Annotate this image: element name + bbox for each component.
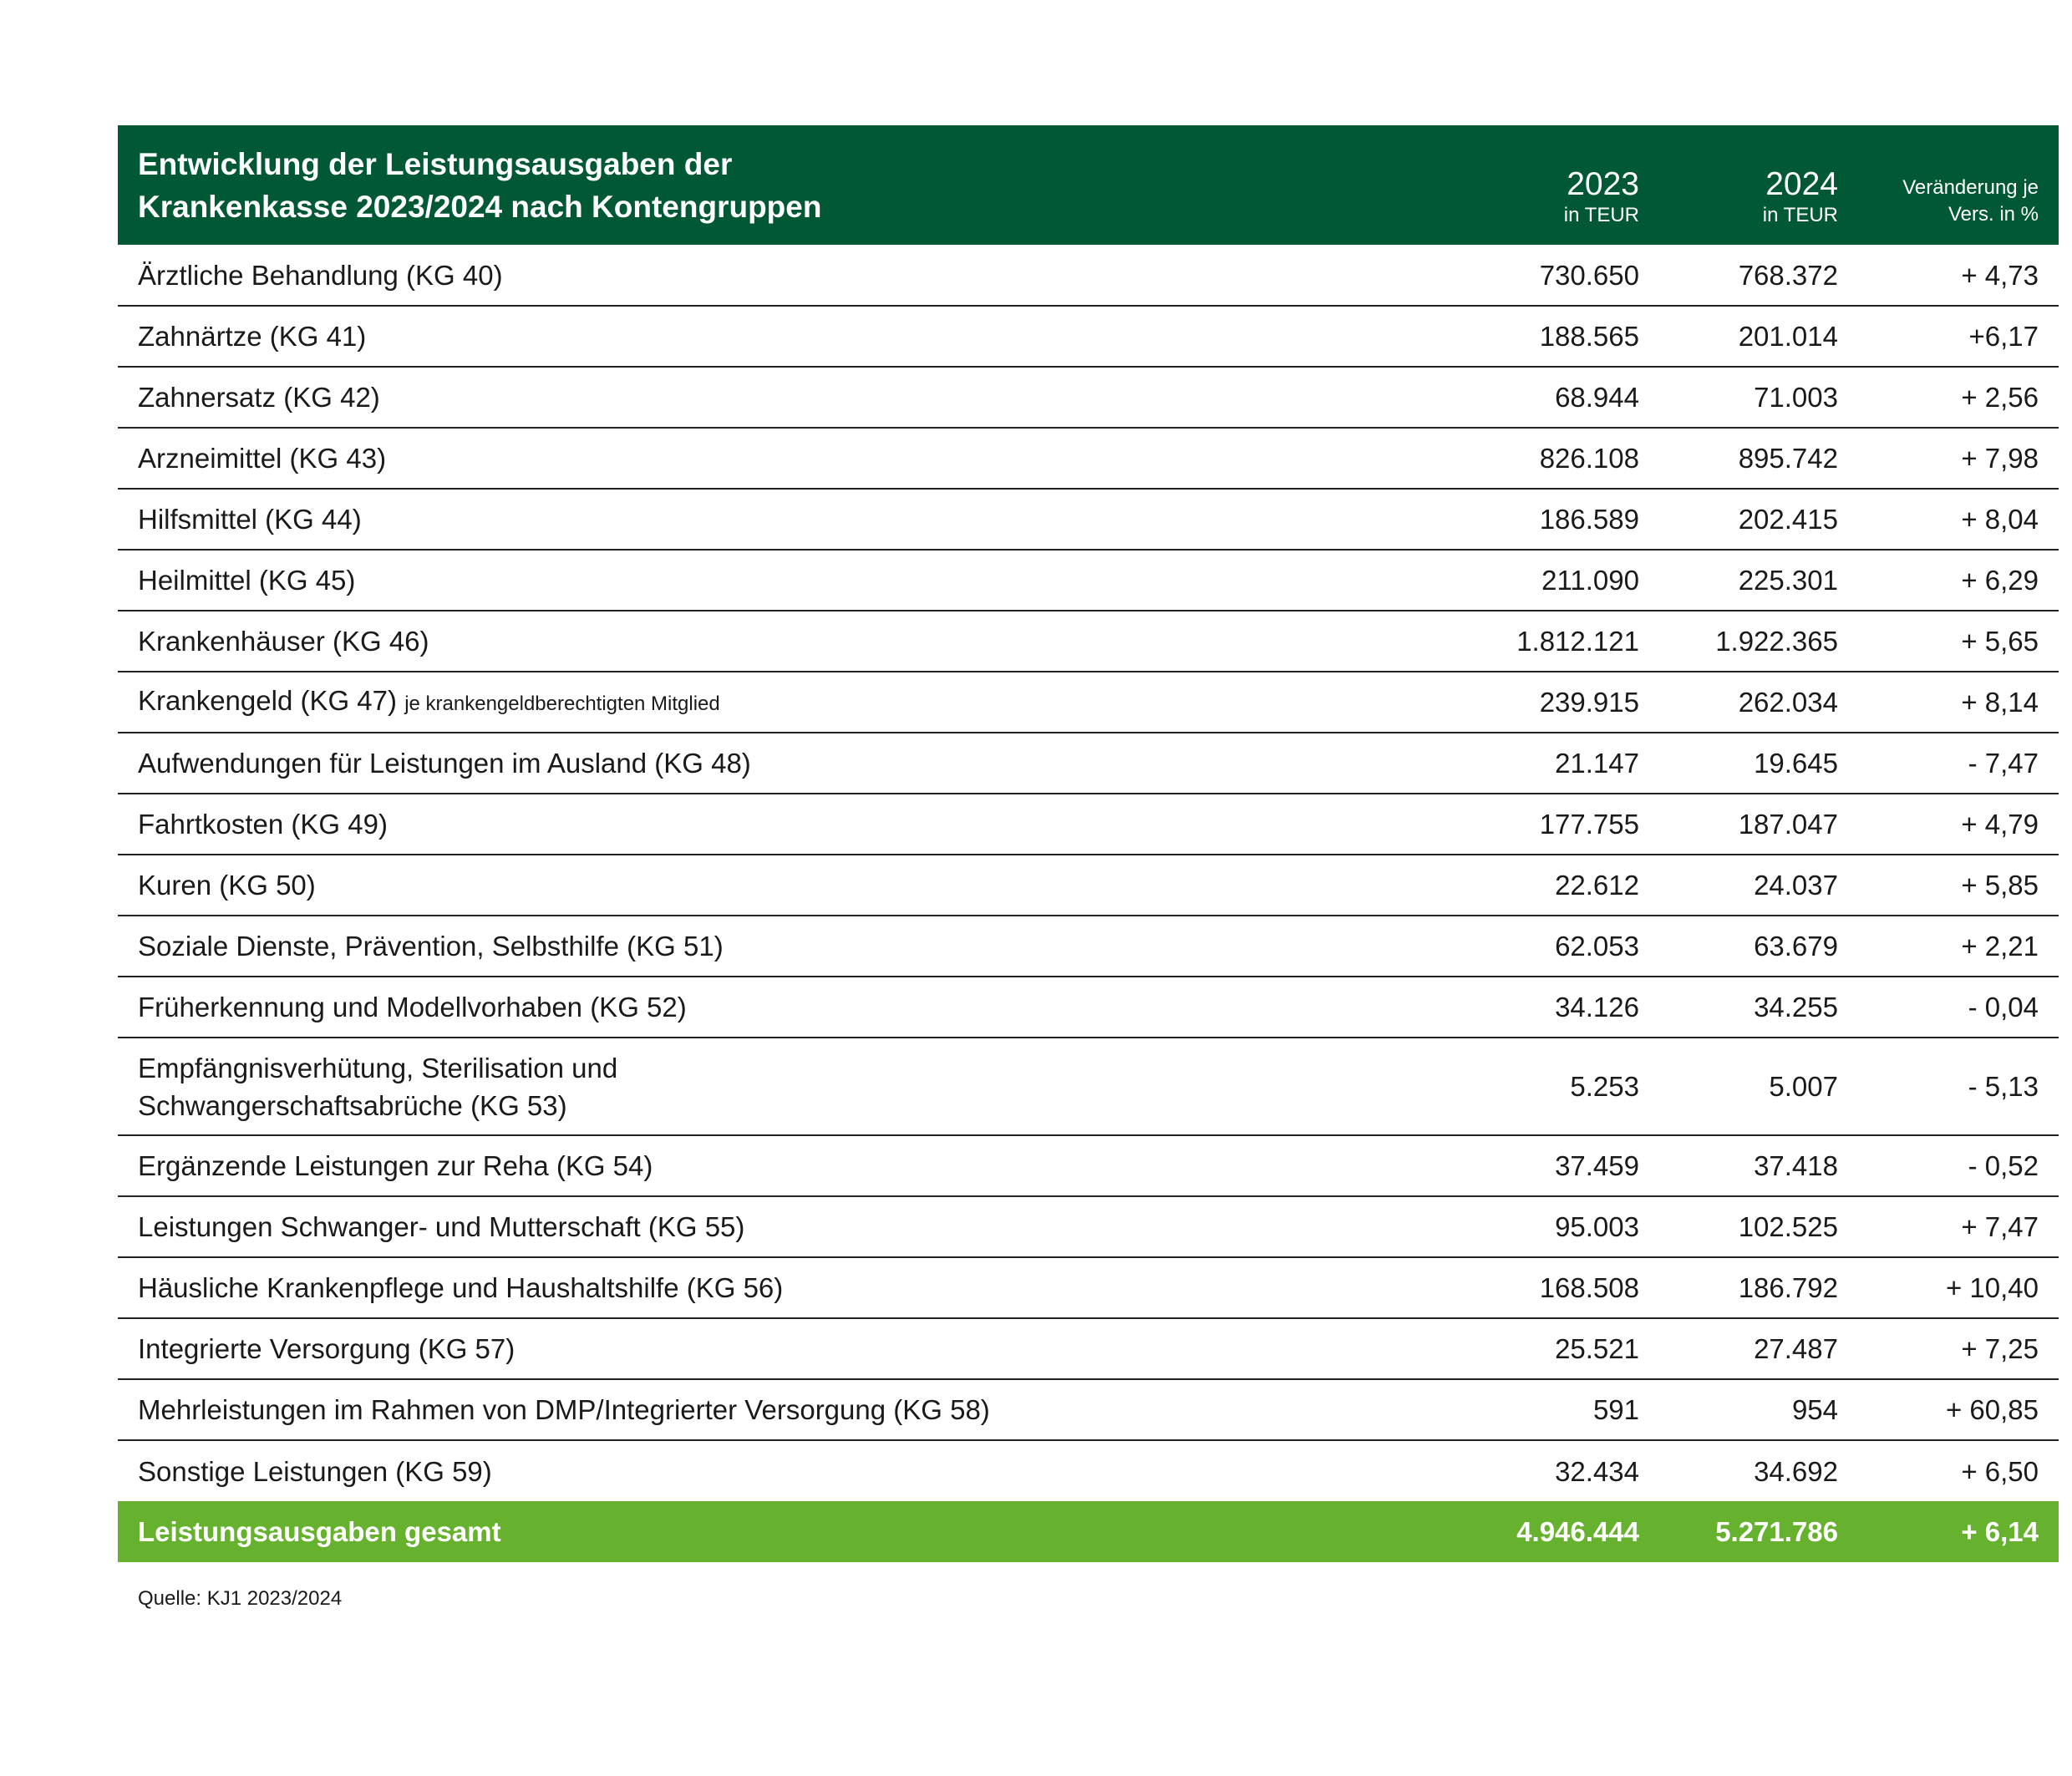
row-value-2023: 95.003 [1555, 1211, 1639, 1242]
row-label-text: Leistungen Schwanger- und Mutterschaft (KG 55) [138, 1211, 745, 1242]
table-row [118, 672, 2059, 733]
row-change: + 8,04 [1961, 504, 2039, 535]
row-label-text: Soziale Dienste, Prävention, Selbsthilfe (KG 51) [138, 931, 724, 962]
row-value-2023: 168.508 [1539, 1272, 1639, 1303]
row-value-2023: 68.944 [1555, 382, 1639, 413]
row-label [118, 245, 1317, 306]
row-label-text-line-2: Schwangerschaftsabrüche (KG 53) [138, 1089, 567, 1121]
row-label-text: Zahnersatz (KG 42) [138, 382, 380, 413]
row-label [118, 550, 1317, 611]
row-value-2024: 262.034 [1738, 687, 1838, 718]
row-change: - 0,04 [1968, 992, 2039, 1022]
table-row [118, 306, 2059, 367]
table-row [118, 1038, 2059, 1135]
row-value-2024: 5.007 [1769, 1071, 1838, 1102]
total-value-2023: 4.946.444 [1516, 1516, 1639, 1547]
row-value-2024: 187.047 [1738, 809, 1838, 840]
table-row [118, 1440, 2059, 1501]
row-value-2024: 24.037 [1754, 870, 1838, 901]
table-title [118, 125, 1317, 245]
table-body [118, 245, 2059, 1562]
row-value-2024: 102.525 [1738, 1211, 1838, 1242]
row-value-2024: 1.922.365 [1715, 626, 1838, 657]
row-value-2023: 34.126 [1555, 992, 1639, 1022]
row-value-2023: 22.612 [1555, 870, 1639, 901]
table-row [118, 977, 2059, 1038]
table-row [118, 1196, 2059, 1257]
row-value-2024: 768.372 [1738, 259, 1838, 291]
row-change: + 4,73 [1961, 259, 2039, 291]
row-value-2023: 239.915 [1539, 687, 1639, 718]
table-row [118, 733, 2059, 794]
column-header-2023-year: 2023 [1567, 166, 1639, 202]
row-label [118, 1379, 1317, 1440]
column-header-change-line-2: Vers. in % [1948, 203, 2039, 226]
row-label-text: Aufwendungen für Leistungen im Ausland (KG 48) [138, 748, 751, 779]
row-value-2023: 62.053 [1555, 931, 1639, 962]
row-value-2024: 201.014 [1738, 321, 1838, 352]
row-value-2024: 225.301 [1738, 565, 1838, 596]
row-label-text: Integrierte Versorgung (KG 57) [138, 1333, 515, 1364]
row-label [118, 428, 1317, 489]
row-value-2024: 202.415 [1738, 504, 1838, 535]
table-row [118, 855, 2059, 916]
row-label [118, 855, 1317, 916]
row-change: + 4,79 [1961, 809, 2039, 840]
row-label-text: Mehrleistungen im Rahmen von DMP/Integrierter Versorgung (KG 58) [138, 1394, 990, 1425]
row-value-2024: 63.679 [1754, 931, 1838, 962]
row-change: + 7,25 [1961, 1333, 2039, 1364]
row-label [118, 733, 1317, 794]
row-value-2024: 71.003 [1754, 382, 1838, 413]
row-label [118, 611, 1317, 672]
row-value-2024: 19.645 [1754, 748, 1838, 779]
row-value-2023: 211.090 [1541, 565, 1639, 596]
row-value-2024: 954 [1791, 1394, 1838, 1425]
row-label-text: Krankenhäuser (KG 46) [138, 626, 429, 657]
row-change: - 5,13 [1968, 1071, 2039, 1102]
expenditure-table-container [118, 125, 2039, 1562]
column-header-2024-unit: in TEUR [1762, 204, 1838, 226]
row-label-text: Kuren (KG 50) [138, 870, 316, 901]
table-row [118, 550, 2059, 611]
total-value-2024: 5.271.786 [1715, 1516, 1838, 1547]
total-change: + 6,14 [1961, 1516, 2039, 1547]
row-label [118, 489, 1317, 550]
row-label [118, 1318, 1317, 1379]
table-row [118, 916, 2059, 977]
table-row [118, 1318, 2059, 1379]
row-label-text: Krankengeld (KG 47) [138, 685, 398, 716]
row-label [118, 1038, 1317, 1135]
row-change: + 10,40 [1945, 1272, 2039, 1303]
table-row [118, 1257, 2059, 1318]
row-label-text: Empfängnisverhütung, Sterilisation und [138, 1052, 618, 1083]
row-label [118, 367, 1317, 428]
row-label [118, 794, 1317, 855]
row-change: +6,17 [1968, 321, 2039, 352]
row-value-2023: 188.565 [1539, 321, 1639, 352]
row-change: + 5,65 [1961, 626, 2039, 657]
row-value-2024: 186.792 [1738, 1272, 1838, 1303]
row-change: + 6,50 [1961, 1455, 2039, 1487]
row-label [118, 1135, 1317, 1196]
row-label-text: Häusliche Krankenpflege und Haushaltshilfe (KG 56) [138, 1272, 784, 1303]
expenditure-table [118, 125, 2059, 1562]
row-label-text: Hilfsmittel (KG 44) [138, 504, 362, 535]
row-label-text: Früherkennung und Modellvorhaben (KG 52) [138, 992, 687, 1022]
table-row [118, 611, 2059, 672]
row-change: + 8,14 [1961, 687, 2039, 718]
row-change: + 7,98 [1961, 443, 2039, 474]
row-label-text: Ergänzende Leistungen zur Reha (KG 54) [138, 1150, 653, 1181]
row-label [118, 1196, 1317, 1257]
total-label: Leistungsausgaben gesamt [138, 1516, 501, 1547]
table-title-line-1: Entwicklung der Leistungsausgaben der [138, 146, 733, 181]
row-value-2024: 895.742 [1738, 443, 1838, 474]
row-label [118, 916, 1317, 977]
row-label-text: Heilmittel (KG 45) [138, 565, 356, 596]
table-header [118, 125, 2059, 245]
row-label-text: Fahrtkosten (KG 49) [138, 809, 388, 840]
column-header-2023-unit: in TEUR [1563, 204, 1639, 226]
total-row [118, 1501, 2059, 1562]
row-label [118, 306, 1317, 367]
row-value-2023: 5.253 [1570, 1071, 1639, 1102]
row-value-2024: 27.487 [1754, 1333, 1838, 1364]
row-value-2023: 591 [1592, 1394, 1639, 1425]
row-value-2023: 32.434 [1555, 1455, 1639, 1487]
table-row [118, 1135, 2059, 1196]
column-header-change [1858, 125, 2059, 245]
table-row [118, 428, 2059, 489]
row-label-note: je krankengeldberechtigten Mitglied [404, 693, 720, 715]
table-row [118, 489, 2059, 550]
row-label-text: Ärztliche Behandlung (KG 40) [138, 259, 503, 291]
row-value-2024: 34.255 [1754, 992, 1838, 1022]
row-change: + 2,21 [1961, 931, 2039, 962]
row-value-2024: 37.418 [1754, 1150, 1838, 1181]
table-row [118, 1379, 2059, 1440]
column-header-2024 [1659, 125, 1858, 245]
row-value-2023: 21.147 [1555, 748, 1639, 779]
row-change: + 5,85 [1961, 870, 2039, 901]
row-value-2023: 730.650 [1539, 259, 1639, 291]
row-label-text: Zahnärtze (KG 41) [138, 321, 367, 352]
row-label [118, 1257, 1317, 1318]
header-row [118, 125, 2059, 245]
row-value-2023: 1.812.121 [1516, 626, 1639, 657]
column-header-change-line-1: Veränderung je [1902, 176, 2039, 199]
row-value-2023: 826.108 [1539, 443, 1639, 474]
table-row [118, 794, 2059, 855]
row-change: + 6,29 [1961, 565, 2039, 596]
row-value-2024: 34.692 [1754, 1455, 1838, 1487]
row-change: + 7,47 [1961, 1211, 2039, 1242]
row-label [118, 1440, 1317, 1501]
row-change: - 7,47 [1968, 748, 2039, 779]
row-label-text: Sonstige Leistungen (KG 59) [138, 1455, 492, 1487]
row-change: - 0,52 [1968, 1150, 2039, 1181]
row-value-2023: 25.521 [1555, 1333, 1639, 1364]
source-note: Quelle: KJ1 2023/2024 [138, 1587, 343, 1610]
row-value-2023: 37.459 [1555, 1150, 1639, 1181]
row-label-text: Arzneimittel (KG 43) [138, 443, 387, 474]
column-header-2023 [1317, 125, 1659, 245]
table-row [118, 245, 2059, 306]
table-title-line-2: Krankenkasse 2023/2024 nach Kontengruppen [138, 189, 822, 224]
table-row [118, 367, 2059, 428]
row-label [118, 672, 1317, 733]
row-change: + 2,56 [1961, 382, 2039, 413]
row-value-2023: 186.589 [1539, 504, 1639, 535]
row-value-2023: 177.755 [1539, 809, 1639, 840]
column-header-2024-year: 2024 [1765, 166, 1838, 202]
row-change: + 60,85 [1945, 1394, 2039, 1425]
row-label [118, 977, 1317, 1038]
